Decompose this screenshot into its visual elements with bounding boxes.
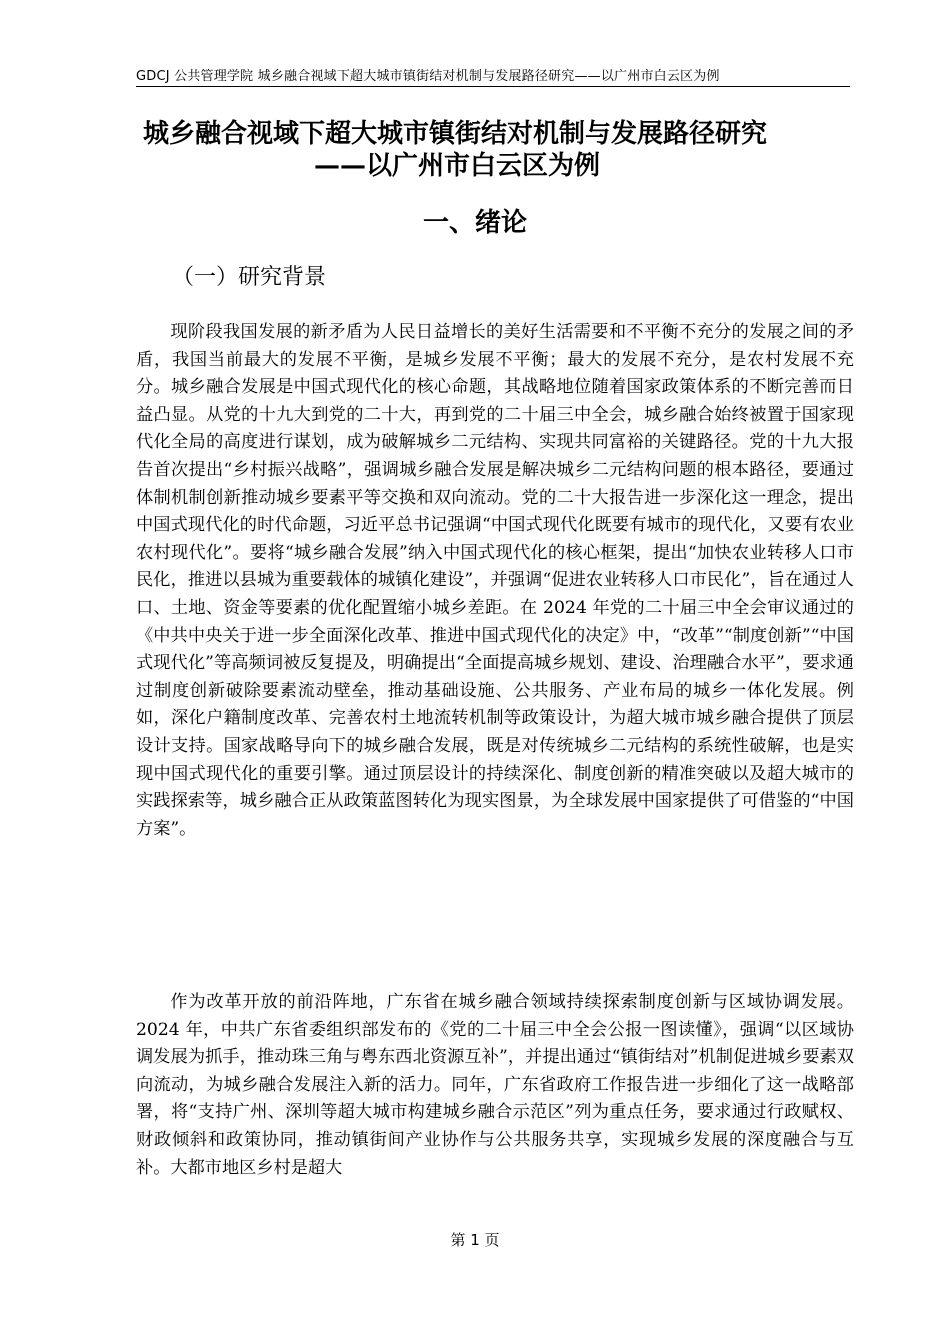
document-title-line-2: ——以广州市白云区为例 bbox=[313, 151, 600, 181]
body-paragraph-2: 作为改革开放的前沿阵地，广东省在城乡融合领域持续探索制度创新与区域协调发展。2024 年，中共广东省委组织部发布的《党的二十届三中全会公报一图读懂》，强调“以区域协调发展为抓手，推动珠三角与粤东西北资源互补”，并提出通过“镇街结对”机制促进城乡要素双向流动，为城乡融合发展注入新的活力。同年，广东省政府工作报告进一步细化了这一战略部署，将“支持广州、深圳等超大城市构建城乡融合示范区”列为重点任务，要求通过行政赋权、财政倾斜和政策协同，推动镇街间产业协作与公共服务共享，实现城乡发展的深度融合与互补。大都市地区乡村是超大 bbox=[136, 992, 854, 1178]
running-header: GDCJ 公共管理学院 城乡融合视域下超大城市镇街结对机制与发展路径研究——以广州市白云区为例 bbox=[136, 69, 720, 84]
body-paragraph-1: 现阶段我国发展的新矛盾为人民日益增长的美好生活需要和不平衡不充分的发展之间的矛盾，我国当前最大的发展不平衡，是城乡发展不平衡；最大的发展不充分，是农村发展不充分。城乡融合发展是中国式现代化的核心命题，其战略地位随着国家政策体系的不断完善而日益凸显。从党的十九大到党的二十大，再到党的二十届三中全会，城乡融合始终被置于国家现代化全局的高度进行谋划，成为破解城乡二元结构、实现共同富裕的关键路径。党的十九大报告首次提出“乡村振兴战略”，强调城乡融合发展是解决城乡二元结构问题的根本路径，要通过体制机制创新推动城乡要素平等交换和双向流动。党的二十大报告进一步深化这一理念，提出中国式现代化的时代命题，习近平总书记强调“中国式现代化既要有城市的现代化，又要有农业农村现代化”。要将“城乡融合发展”纳入中国式现代化的核心框架，提出“加快农业转移人口市民化，推进以县城为重要载体的城镇化建设”，并强调“促进农业转移人口市民化”，旨在通过人口、土地、资金等要素的优化配置缩小城乡差距。在 2024 年党的二十届三中全会审议通过的《中共中央关于进一步全面深化改革、推进中国式现代化的决定》中，“改革”“制度创新”“中国式现代化”等高频词被反复提及，明确提出“全面提高城乡规划、建设、治理融合水平”，要求通过制度创新破除要素流动壁垒，推动基础设施、公共服务、产业布局的城乡一体化发展。例如，深化户籍制度改革、完善农村土地流转机制等政策设计，为超大城市城乡融合提供了顶层设计支持。国家战略导向下的城乡融合发展，既是对传统城乡二元结构的系统性破解，也是实现中国式现代化的重要引擎。通过顶层设计的持续深化、制度创新的精准突破以及超大城市的实践探索等，城乡融合正从政策蓝图转化为现实图景，为全球发展中国家提供了可借鉴的“中国方案”。 bbox=[136, 322, 854, 839]
section-heading: 一、绪论 bbox=[422, 208, 527, 238]
header-divider bbox=[136, 86, 850, 87]
page-number: 第 1 页 bbox=[450, 1231, 500, 1249]
document-title-line-1: 城乡融合视域下超大城市镇街结对机制与发展路径研究 bbox=[142, 119, 767, 149]
subsection-heading: （一）研究背景 bbox=[172, 265, 327, 290]
